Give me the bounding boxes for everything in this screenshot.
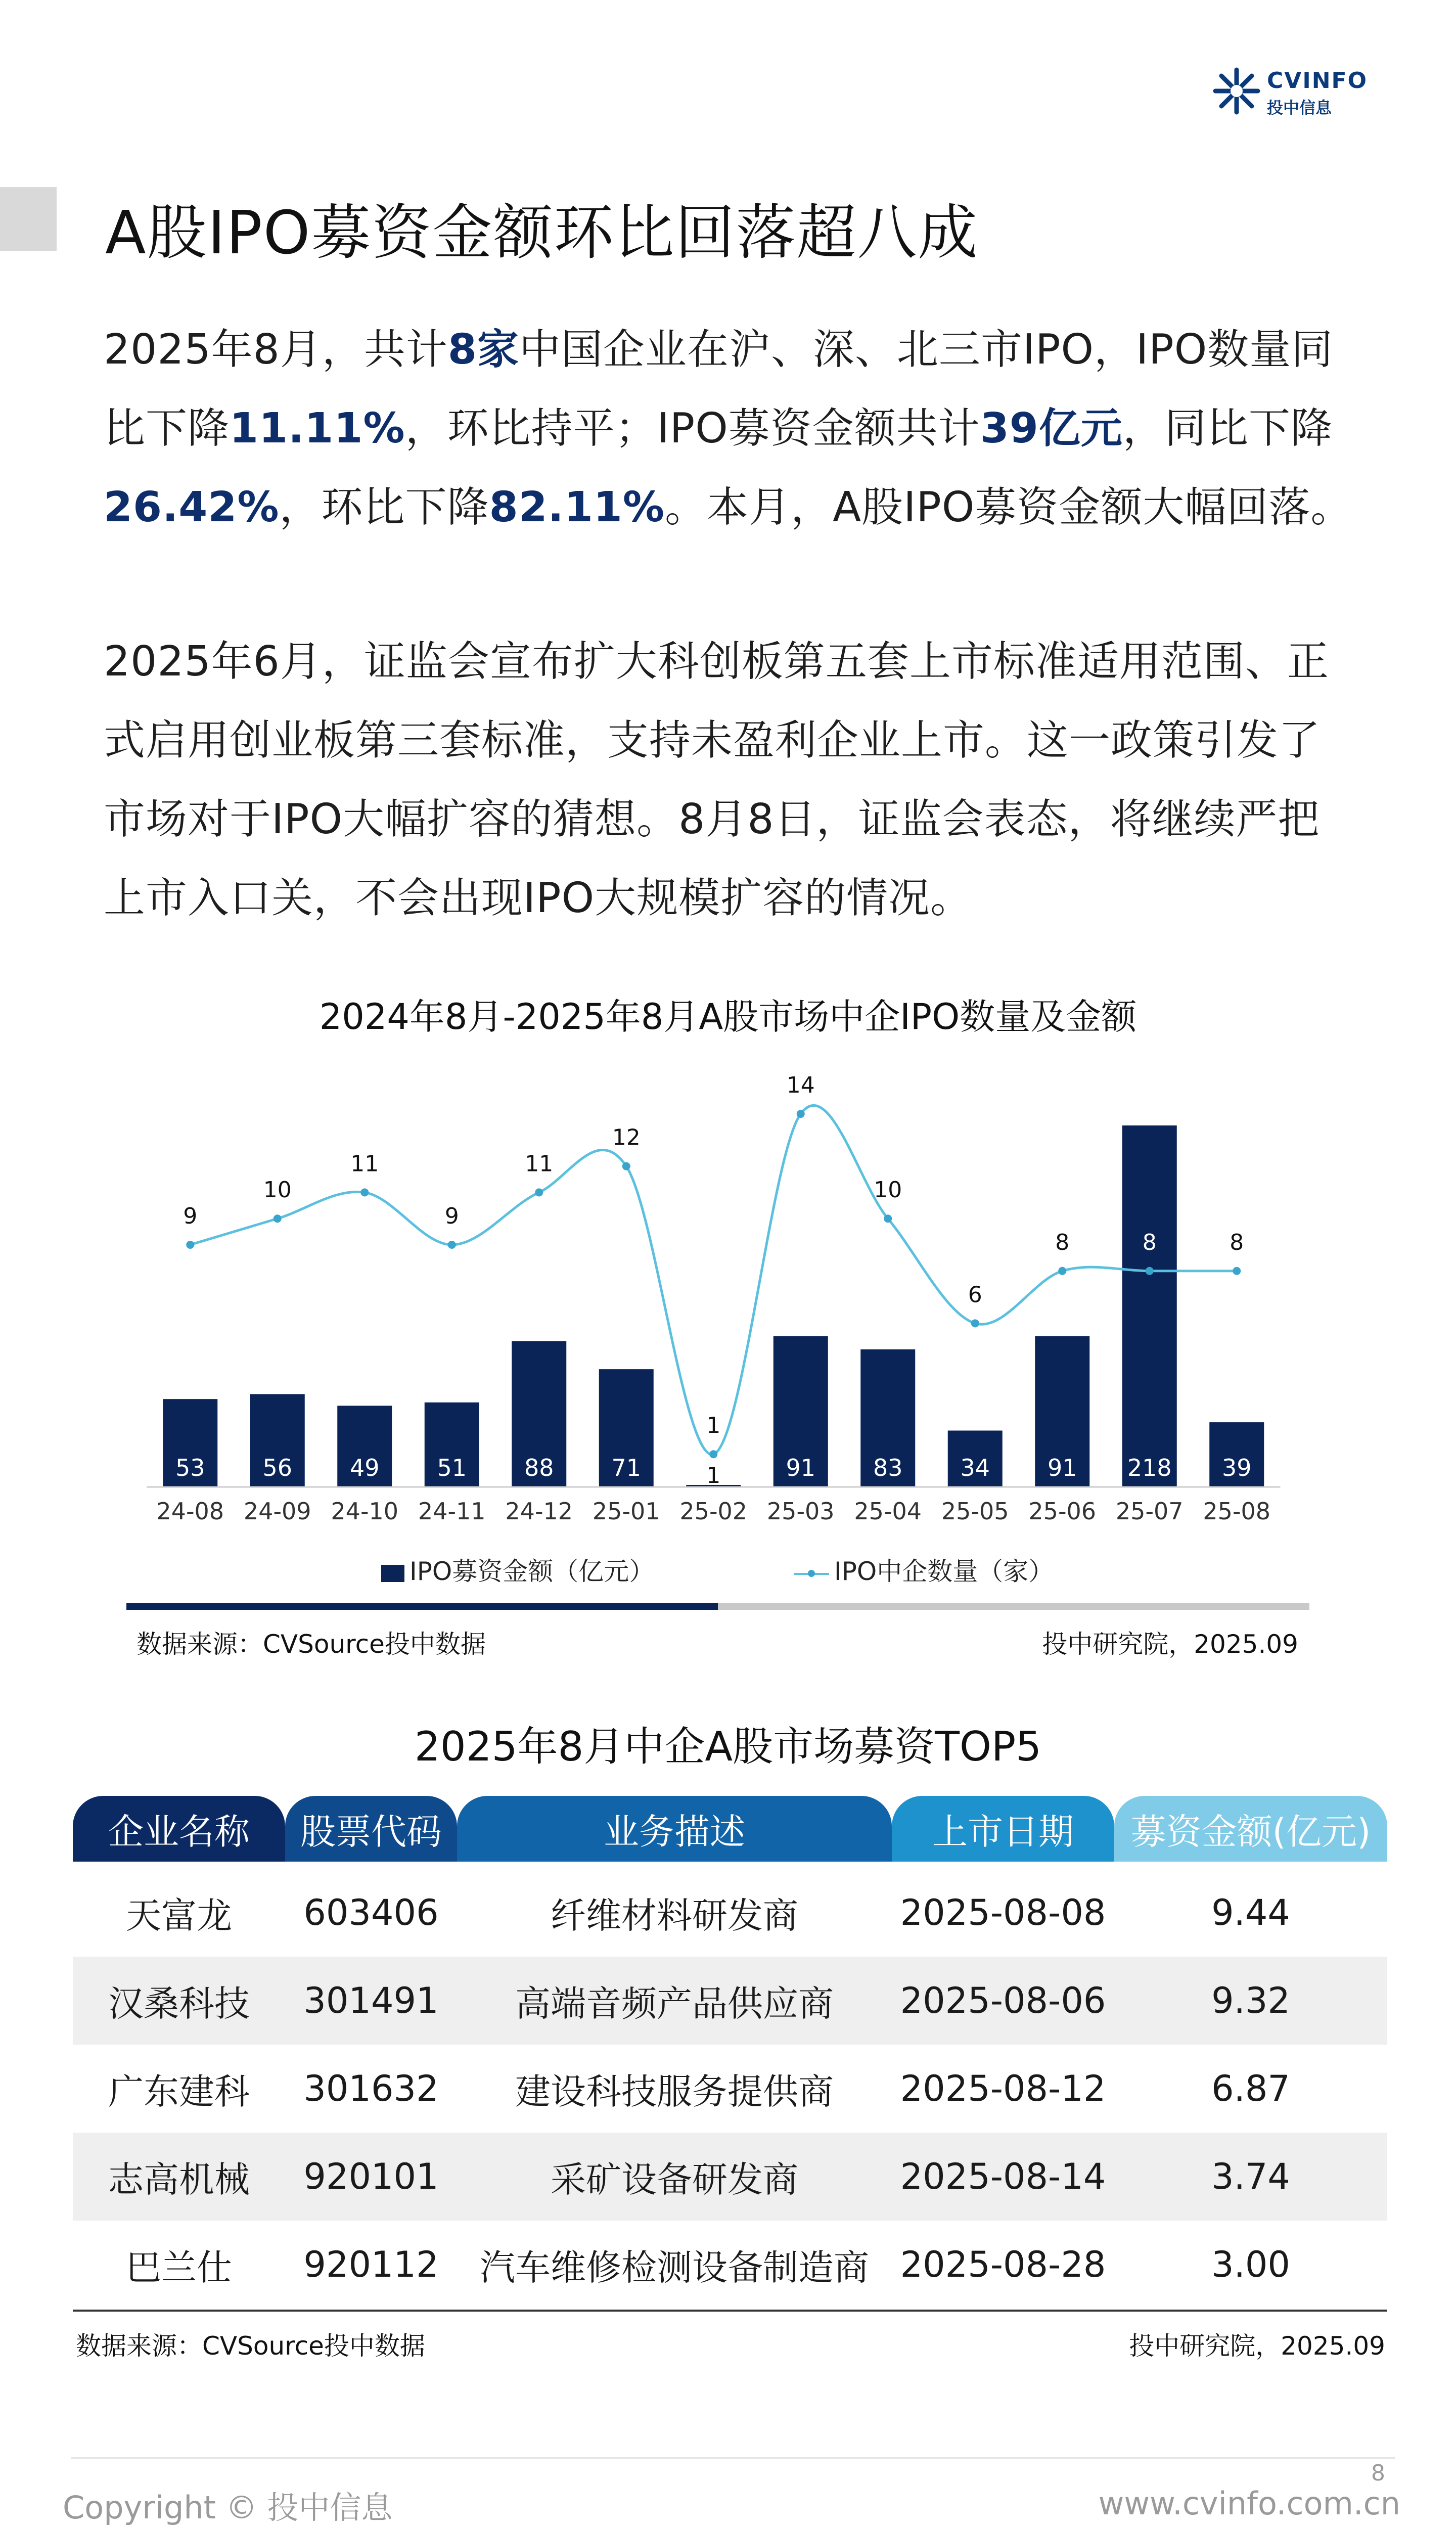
highlight-figure: 11.11% [230, 404, 405, 453]
line-value-label: 8 [1055, 1229, 1070, 1255]
table-cell: 9.44 [1211, 1892, 1290, 1933]
brand-subname: 投中信息 [1267, 98, 1332, 117]
legend-label-amount: IPO募资金额（亿元） [410, 1557, 655, 1586]
paragraph-text: ，同比下降 [1122, 404, 1333, 453]
bar-value-label: 49 [349, 1454, 380, 1481]
table-cell: 2025-08-28 [900, 2244, 1106, 2285]
line-value-label: 12 [612, 1124, 641, 1151]
x-tick-label: 24-09 [243, 1498, 311, 1525]
title-accent-bar [0, 187, 57, 251]
table-cell: 603406 [303, 1892, 439, 1933]
bar-value-label: 218 [1127, 1454, 1172, 1481]
x-tick-label: 25-08 [1203, 1498, 1271, 1525]
table-cell: 天富龙 [126, 1894, 232, 1936]
x-tick-label: 24-12 [505, 1498, 573, 1525]
copyright: Copyright © 投中信息 [63, 2489, 393, 2526]
table-cell: 301632 [303, 2068, 439, 2109]
line-point-count [884, 1214, 892, 1223]
legend-label-count: IPO中企数量（家） [834, 1557, 1054, 1586]
legend-item-count [794, 1551, 1054, 1588]
legend-line-swatch [794, 1563, 829, 1584]
line-value-label: 10 [874, 1177, 902, 1203]
line-value-label: 14 [786, 1072, 815, 1099]
brand-logo [1211, 64, 1368, 119]
line-point-count [1233, 1267, 1241, 1275]
line-point-count [797, 1110, 805, 1118]
table-source-org: 投中研究院，2025.09 [1129, 2331, 1385, 2361]
table-cell: 920101 [303, 2156, 439, 2197]
paragraph-text: ，环比持平；IPO募资金额共计 [405, 404, 980, 453]
brand-name: CVINFO [1267, 68, 1368, 94]
table-cell: 6.87 [1211, 2068, 1290, 2109]
line-value-label: 8 [1230, 1229, 1244, 1255]
bar-value-label: 91 [1047, 1454, 1077, 1481]
line-point-count [709, 1450, 717, 1458]
line-value-label: 6 [968, 1282, 982, 1308]
table-cell: 采矿设备研发商 [551, 2158, 798, 2200]
line-value-label: 9 [183, 1203, 198, 1229]
highlight-figure: 26.42% [104, 483, 280, 531]
x-tick-label: 25-03 [766, 1498, 835, 1525]
line-point-count [535, 1188, 543, 1196]
legend-item-amount [381, 1551, 654, 1588]
page-number: 8 [1371, 2460, 1385, 2486]
bar-value-label: 34 [960, 1454, 990, 1481]
line-value-label: 8 [1142, 1229, 1157, 1255]
table-cell: 建设科技服务提供商 [515, 2070, 834, 2112]
line-value-label: 10 [263, 1177, 292, 1203]
footer-divider [71, 2457, 1395, 2459]
line-point-count [622, 1162, 630, 1170]
highlight-figure: 8家 [447, 326, 519, 374]
bar-value-label: 56 [262, 1454, 293, 1481]
line-point-count [186, 1241, 194, 1249]
chart-title: 2024年8月-2025年8月A股市场中企IPO数量及金额 [319, 996, 1137, 1037]
summary-paragraph [104, 310, 1357, 547]
page-title: A股IPO募资金额环比回落超八成 [105, 198, 979, 267]
x-tick-label: 25-06 [1028, 1498, 1097, 1525]
table-header-cell: 企业名称 [73, 1796, 285, 1862]
line-point-count [971, 1319, 979, 1327]
table-cell: 巴兰仕 [126, 2246, 232, 2288]
line-value-label: 1 [706, 1413, 721, 1439]
table-cell: 汽车维修检测设备制造商 [480, 2246, 869, 2288]
line-point-count [274, 1214, 282, 1223]
bar-value-label: 1 [706, 1463, 721, 1488]
chart-source-org: 投中研究院，2025.09 [1042, 1630, 1298, 1659]
ipo-chart [101, 1057, 1335, 1542]
table-cell: 2025-08-06 [900, 1980, 1106, 2021]
highlight-figure: 82.11% [489, 483, 665, 531]
table-row [73, 2045, 1387, 2133]
line-value-label: 11 [350, 1151, 379, 1177]
table-row [73, 2133, 1387, 2221]
table-header-cell: 募资金额(亿元) [1114, 1796, 1387, 1862]
bar-amount [1122, 1125, 1177, 1487]
table-header-cell: 业务描述 [457, 1796, 892, 1862]
x-tick-label: 25-02 [679, 1498, 748, 1525]
table-cell: 汉桑科技 [108, 1982, 250, 2024]
x-tick-label: 25-05 [941, 1498, 1009, 1525]
table-row [73, 2221, 1387, 2309]
line-value-label: 9 [444, 1203, 459, 1229]
bar-value-label: 91 [786, 1454, 816, 1481]
bar-value-label: 53 [175, 1454, 205, 1481]
table-cell: 2025-08-08 [900, 1892, 1106, 1933]
table-bottom-rule [73, 2310, 1387, 2312]
paragraph-text: 。本月，A股IPO募资金额大幅回落。 [665, 483, 1353, 531]
table-title: 2025年8月中企A股市场募资TOP5 [414, 1723, 1042, 1770]
bar-value-label: 71 [611, 1454, 642, 1481]
table-cell: 广东建科 [108, 2070, 250, 2112]
line-point-count [1058, 1267, 1066, 1275]
table-cell: 纤维材料研发商 [551, 1894, 798, 1936]
highlight-figure: 39亿元 [980, 404, 1123, 453]
table-header-cell: 股票代码 [285, 1796, 457, 1862]
x-tick-label: 25-01 [592, 1498, 660, 1525]
bar-value-label: 83 [873, 1454, 903, 1481]
x-tick-label: 24-11 [418, 1498, 486, 1525]
table-source: 数据来源：CVSource投中数据 [76, 2331, 425, 2361]
paragraph-text: 中国企业在沪、深、北三市IPO，IPO数量同比下降 [104, 326, 1334, 453]
paragraph-text: 2025年8月，共计 [104, 326, 448, 374]
policy-paragraph: 2025年6月，证监会宣布扩大科创板第五套上市标准适用范围、正式启用创业板第三套标准，支持未盈利企业上市。这一政策引发了市场对于IPO大幅扩容的猜想。8月8日，证监会表态，将继续严把上市入口关，不会出现IPO大规模扩容的情况。 [104, 638, 1329, 922]
x-tick-label: 25-07 [1115, 1498, 1184, 1525]
table-row [73, 1957, 1387, 2045]
table-cell: 志高机械 [108, 2158, 250, 2200]
table-header-cell: 上市日期 [892, 1796, 1114, 1862]
x-tick-label: 24-08 [156, 1498, 224, 1525]
table-row [73, 1869, 1387, 1957]
line-point-count [1146, 1267, 1154, 1275]
bar-value-label: 51 [437, 1454, 467, 1481]
table-cell: 2025-08-14 [900, 2156, 1106, 2197]
bar-value-label: 88 [524, 1454, 554, 1481]
table-cell: 920112 [303, 2244, 439, 2285]
table-cell: 301491 [303, 1980, 439, 2021]
chart-source: 数据来源：CVSource投中数据 [136, 1630, 486, 1659]
starburst-logo-icon [1211, 66, 1262, 116]
website-link[interactable]: www.cvinfo.com.cn [1098, 2485, 1400, 2522]
chart-divider-accent [126, 1603, 718, 1610]
table-cell: 3.74 [1211, 2156, 1290, 2197]
paragraph-text: ，环比下降 [279, 483, 489, 531]
x-tick-label: 24-10 [331, 1498, 399, 1525]
line-point-count [360, 1188, 369, 1196]
legend-bar-swatch [381, 1565, 404, 1582]
x-tick-label: 25-04 [854, 1498, 922, 1525]
line-value-label: 11 [525, 1151, 554, 1177]
table-cell: 3.00 [1211, 2244, 1290, 2285]
line-point-count [448, 1241, 456, 1249]
table-cell: 高端音频产品供应商 [515, 1982, 834, 2024]
table-cell: 9.32 [1211, 1980, 1290, 2021]
bar-value-label: 39 [1221, 1454, 1252, 1481]
table-cell: 2025-08-12 [900, 2068, 1106, 2109]
